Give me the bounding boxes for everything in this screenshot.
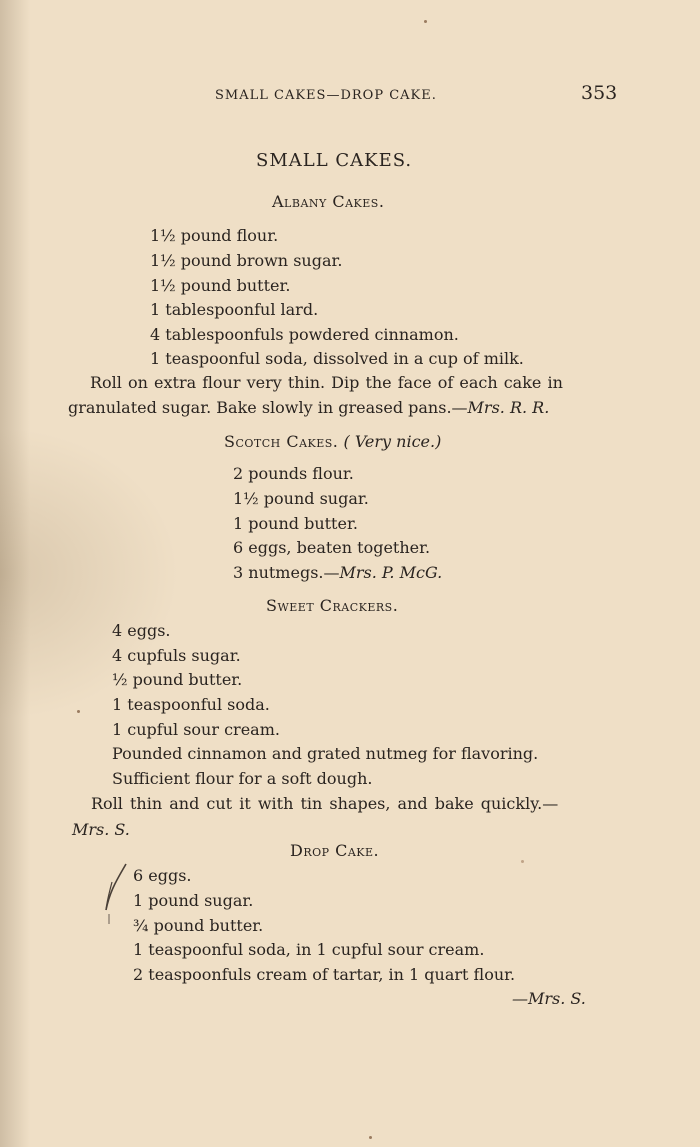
recipe-note: ( Very nice.) <box>343 432 442 451</box>
recipe-heading-scotch <box>224 432 441 451</box>
ingredient-line: 1 pound butter. <box>233 514 358 533</box>
ingredient-line: 1½ pound butter. <box>150 276 291 295</box>
ingredient-line: 4 eggs. <box>112 621 171 640</box>
instruction-line: Roll thin and cut it with tin shapes, and bake quickly.— <box>91 794 559 813</box>
ingredient-line: 1½ pound sugar. <box>233 489 369 508</box>
ingredient-line: ¾ pound butter. <box>133 916 264 935</box>
recipe-title-albany: Albany Cakes. <box>272 192 385 211</box>
paper-speck <box>77 710 80 713</box>
ingredient-line: 1 teaspoonful soda, in 1 cupful sour cream. <box>133 940 485 959</box>
recipe-author: Mrs. S. <box>72 820 130 839</box>
ingredient-line: Pounded cinnamon and grated nutmeg for flavoring. <box>112 744 539 763</box>
recipe-author: —Mrs. S. <box>512 989 586 1008</box>
recipe-title-scotch: Scotch Cakes. <box>224 432 339 451</box>
instruction-line <box>68 398 549 417</box>
running-head: SMALL CAKES—DROP CAKE. <box>215 88 437 103</box>
section-title: SMALL CAKES. <box>256 150 413 171</box>
ingredient-line: 6 eggs, beaten together. <box>233 538 431 557</box>
recipe-author: Mrs. R. R. <box>467 398 550 417</box>
ingredient-line: 1 pound sugar. <box>133 891 254 910</box>
ingredient-line: 2 pounds flour. <box>233 464 354 483</box>
ingredient-line: 1½ pound brown sugar. <box>150 251 343 270</box>
ingredient-line: 1 teaspoonful soda, dissolved in a cup of milk. <box>150 349 524 368</box>
paper-speck <box>424 20 427 23</box>
ingredient-text: 3 nutmegs.— <box>233 563 340 582</box>
ingredient-line: 1 tablespoonful lard. <box>150 300 319 319</box>
paper-speck <box>521 860 524 863</box>
recipe-author: Mrs. P. McG. <box>339 563 443 582</box>
instruction-line: Roll on extra flour very thin. Dip the face of each cake in <box>90 373 563 392</box>
ingredient-line <box>233 563 442 582</box>
ingredient-line: Sufficient flour for a soft dough. <box>112 769 373 788</box>
ingredient-line: 2 teaspoonfuls cream of tartar, in 1 quart flour. <box>133 965 516 984</box>
page-number: 353 <box>581 82 618 104</box>
ingredient-line: 6 eggs. <box>133 866 192 885</box>
recipe-title-crackers: Sweet Crackers. <box>266 596 399 615</box>
ingredient-line: 4 cupfuls sugar. <box>112 646 241 665</box>
ingredient-line: 1 cupful sour cream. <box>112 720 280 739</box>
ingredient-line: 1½ pound flour. <box>150 226 279 245</box>
paper-speck <box>369 1136 372 1139</box>
pencil-checkmark-icon <box>100 860 130 926</box>
ingredient-line: 4 tablespoonfuls powdered cinnamon. <box>150 325 459 344</box>
instruction-text: granulated sugar. Bake slowly in greased pans.— <box>68 398 468 417</box>
recipe-title-drop: Drop Cake. <box>290 841 380 860</box>
ingredient-line: 1 teaspoonful soda. <box>112 695 270 714</box>
ingredient-line: ½ pound butter. <box>112 670 243 689</box>
